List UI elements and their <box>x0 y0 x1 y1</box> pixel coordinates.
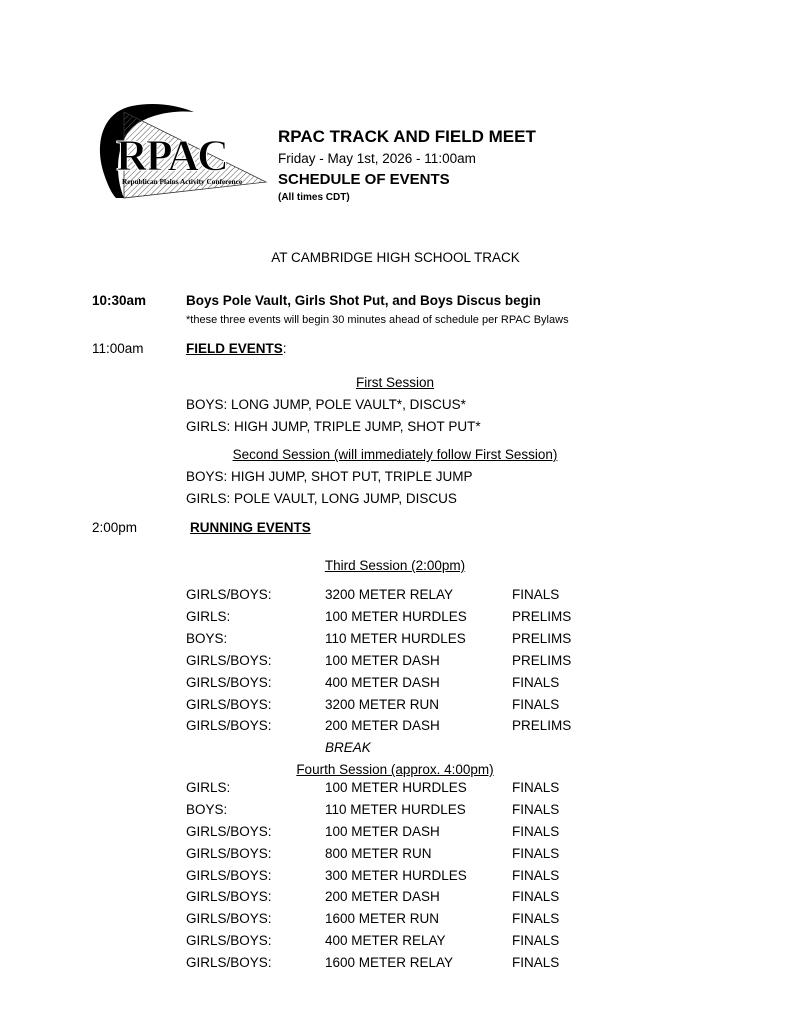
round: FINALS <box>512 675 560 690</box>
round: PRELIMS <box>512 653 572 668</box>
time-note: (All times CDT) <box>278 192 350 203</box>
second-session-boys: BOYS: HIGH JUMP, SHOT PUT, TRIPLE JUMP <box>186 469 473 484</box>
rpac-logo <box>94 104 270 200</box>
field-events-colon: : <box>282 341 287 356</box>
third-session-title: Third Session (2:00pm) <box>324 558 466 573</box>
early-start-time: 10:30am <box>92 293 147 308</box>
event: 800 METER RUN <box>325 846 432 861</box>
event: 100 METER DASH <box>325 824 440 839</box>
first-session-boys: BOYS: LONG JUMP, POLE VAULT*, DISCUS* <box>186 397 466 412</box>
division: GIRLS: <box>186 609 231 624</box>
division: GIRLS/BOYS: <box>186 868 272 883</box>
division: GIRLS/BOYS: <box>186 889 272 904</box>
event: 200 METER DASH <box>325 889 440 904</box>
second-session-girls: GIRLS: POLE VAULT, LONG JUMP, DISCUS <box>186 491 457 506</box>
division: GIRLS/BOYS: <box>186 824 272 839</box>
event: 3200 METER RELAY <box>325 587 454 602</box>
second-session-title: Second Session (will immediately follow First Session) <box>232 447 558 462</box>
location: AT CAMBRIDGE HIGH SCHOOL TRACK <box>271 250 520 265</box>
round: FINALS <box>512 824 560 839</box>
division: GIRLS: <box>186 780 231 795</box>
field-events-heading <box>186 341 287 356</box>
round: FINALS <box>512 846 560 861</box>
field-events-label: FIELD EVENTS <box>186 341 283 356</box>
round: FINALS <box>512 911 560 926</box>
round: FINALS <box>512 802 560 817</box>
division: GIRLS/BOYS: <box>186 718 272 733</box>
round: FINALS <box>512 587 560 602</box>
event: 300 METER HURDLES <box>325 868 467 883</box>
division: GIRLS/BOYS: <box>186 697 272 712</box>
event: 3200 METER RUN <box>325 697 440 712</box>
field-events-time: 11:00am <box>92 341 144 356</box>
fourth-session-title: Fourth Session (approx. 4:00pm) <box>296 762 494 777</box>
division: GIRLS/BOYS: <box>186 955 272 970</box>
division: GIRLS/BOYS: <box>186 587 272 602</box>
division: BOYS: <box>186 802 228 817</box>
meet-title: RPAC TRACK AND FIELD MEET <box>278 127 536 146</box>
event: 110 METER HURDLES <box>325 802 466 817</box>
running-events-time: 2:00pm <box>92 520 138 535</box>
running-events-label: RUNNING EVENTS <box>190 520 311 535</box>
first-session-title: First Session <box>355 375 435 390</box>
division: GIRLS/BOYS: <box>186 911 272 926</box>
event: 110 METER HURDLES <box>325 631 466 646</box>
first-session-girls: GIRLS: HIGH JUMP, TRIPLE JUMP, SHOT PUT* <box>186 419 481 434</box>
event: 100 METER HURDLES <box>325 780 467 795</box>
round: FINALS <box>512 955 560 970</box>
division: GIRLS/BOYS: <box>186 675 272 690</box>
event: 400 METER RELAY <box>325 933 446 948</box>
division: GIRLS/BOYS: <box>186 653 272 668</box>
round: FINALS <box>512 933 560 948</box>
division: GIRLS/BOYS: <box>186 846 272 861</box>
round: FINALS <box>512 780 560 795</box>
early-start-text: Boys Pole Vault, Girls Shot Put, and Boys Discus begin <box>186 293 541 308</box>
schedule-title: SCHEDULE OF EVENTS <box>278 171 450 188</box>
logo-full-name: Republican Plains Activity Conference <box>122 177 243 186</box>
break-label: BREAK <box>325 740 371 755</box>
division: GIRLS/BOYS: <box>186 933 272 948</box>
event: 1600 METER RELAY <box>325 955 454 970</box>
event: 1600 METER RUN <box>325 911 440 926</box>
event: 400 METER DASH <box>325 675 440 690</box>
round: PRELIMS <box>512 718 572 733</box>
round: PRELIMS <box>512 631 572 646</box>
round: FINALS <box>512 889 560 904</box>
round: PRELIMS <box>512 609 572 624</box>
event: 100 METER HURDLES <box>325 609 467 624</box>
division: BOYS: <box>186 631 228 646</box>
logo-acronym: RPAC <box>116 131 227 180</box>
early-start-note: *these three events will begin 30 minutes ahead of schedule per RPAC Bylaws <box>186 314 569 326</box>
meet-date: Friday - May 1st, 2026 - 11:00am <box>278 151 476 166</box>
event: 100 METER DASH <box>325 653 440 668</box>
round: FINALS <box>512 868 560 883</box>
event: 200 METER DASH <box>325 718 440 733</box>
round: FINALS <box>512 697 560 712</box>
